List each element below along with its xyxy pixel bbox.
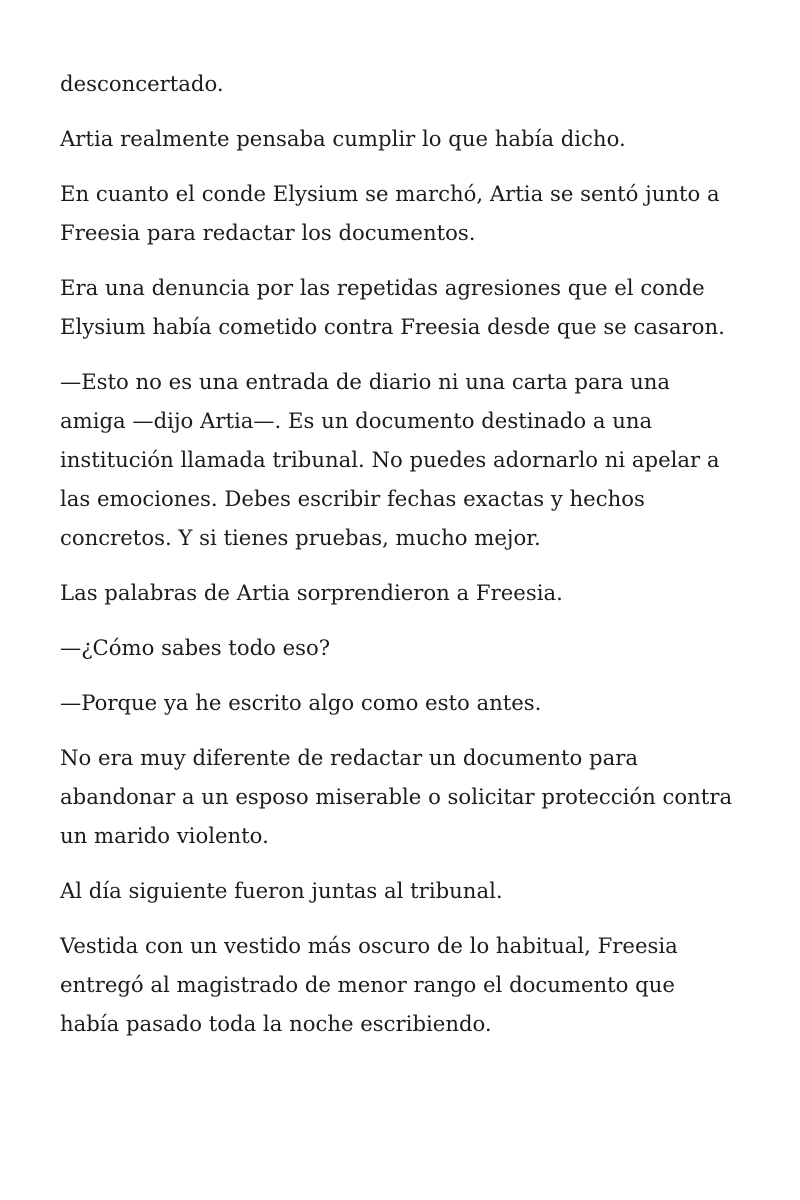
page-body — [60, 64, 740, 1059]
paragraph: Las palabras de Artia sorprendieron a Freesia. — [60, 580, 563, 605]
paragraph: Era una denuncia por las repetidas agresiones que el conde Elysium había cometido contra Freesia desde que se casaron. — [60, 275, 725, 339]
paragraph: Vestida con un vestido más oscuro de lo habitual, Freesia entregó al magistrado de menor rango el documento que había pasado toda la noche escribiendo. — [60, 933, 678, 1036]
paragraph: desconcertado. — [60, 71, 224, 96]
paragraph: Al día siguiente fueron juntas al tribunal. — [60, 878, 503, 903]
paragraph: —Esto no es una entrada de diario ni una carta para una amiga —dijo Artia—. Es un documento destinado a una institución llamada tribunal. No puedes adornarlo ni apelar a las emociones. Debes escribir fechas exactas y hechos concretos. Y si tienes pruebas, mucho mejor. — [60, 369, 720, 550]
paragraph: Artia realmente pensaba cumplir lo que había dicho. — [60, 126, 626, 151]
paragraph: En cuanto el conde Elysium se marchó, Artia se sentó junto a Freesia para redactar los documentos. — [60, 181, 720, 245]
paragraph: —Porque ya he escrito algo como esto antes. — [60, 690, 542, 715]
paragraph: No era muy diferente de redactar un documento para abandonar a un esposo miserable o solicitar protección contra un marido violento. — [60, 745, 733, 848]
paragraph: —¿Cómo sabes todo eso? — [60, 635, 331, 660]
